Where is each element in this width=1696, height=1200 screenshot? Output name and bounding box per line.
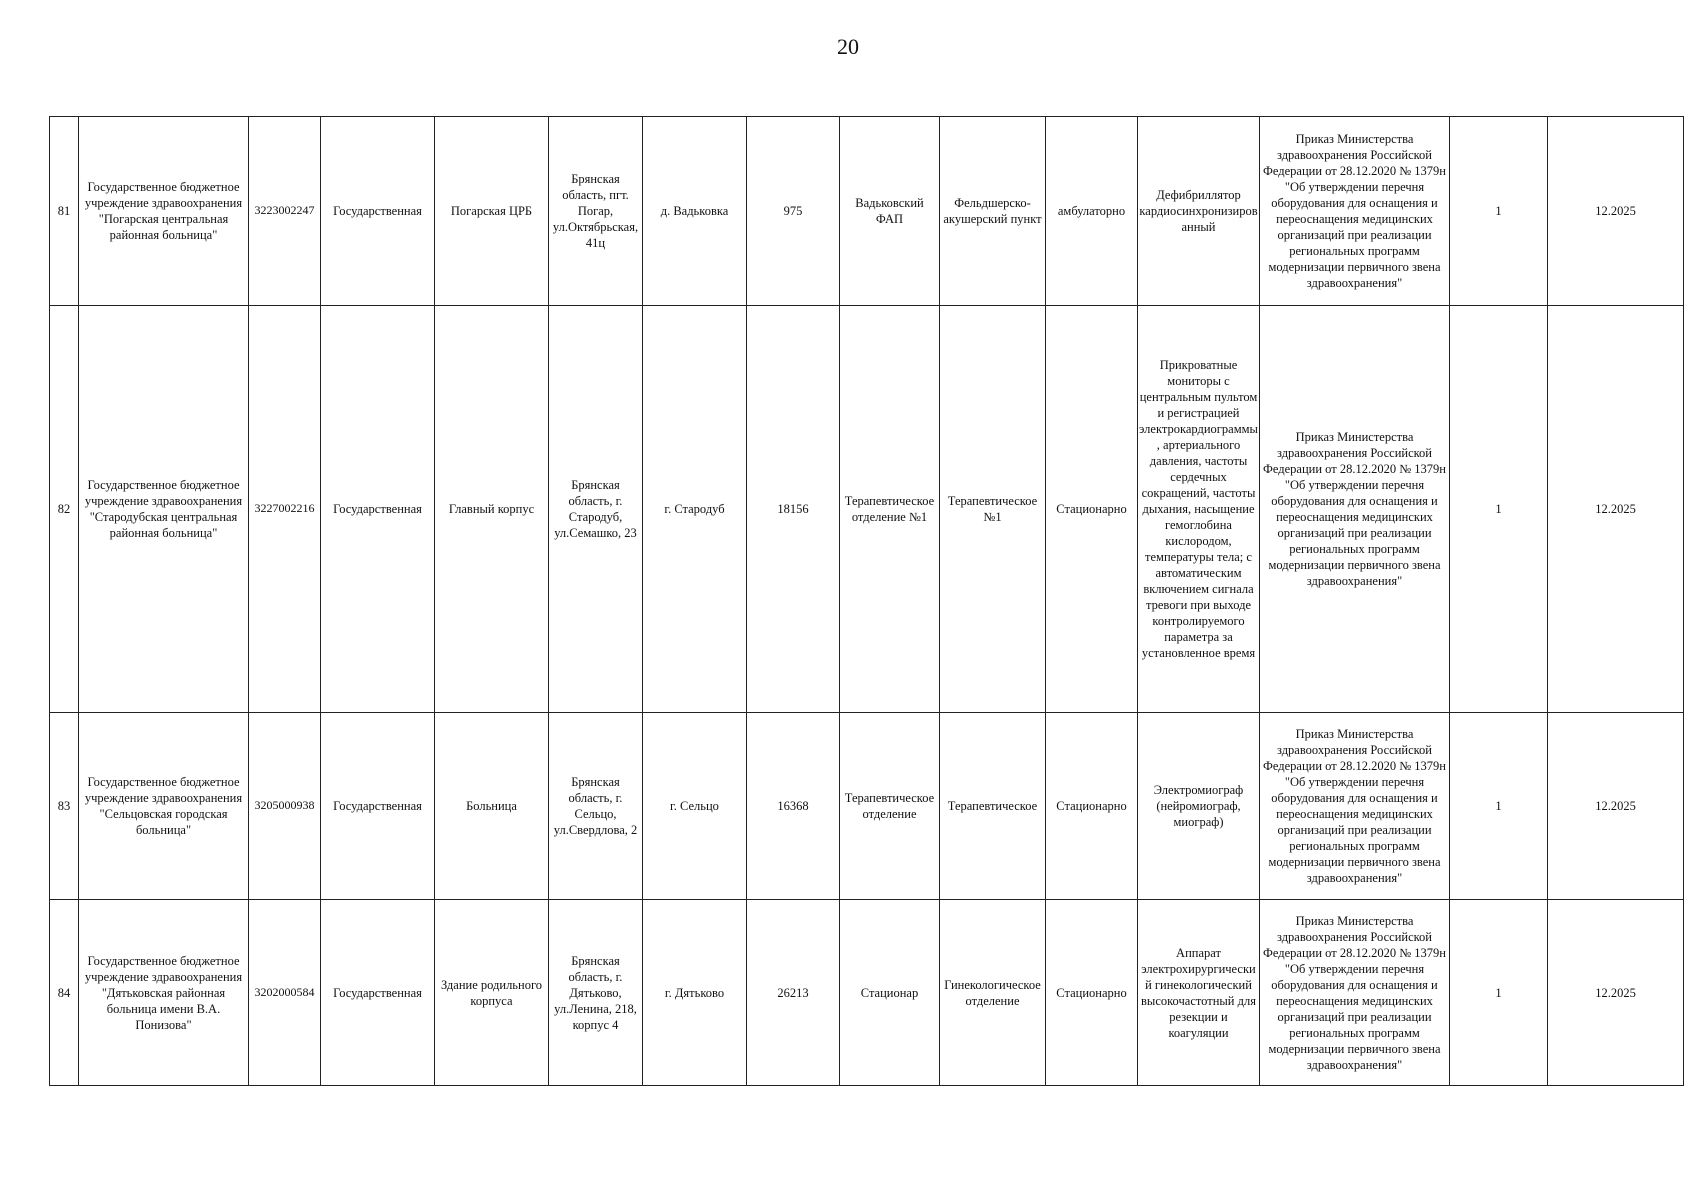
row-number: 82 <box>50 306 79 713</box>
quantity: 1 <box>1450 900 1548 1086</box>
care-form: амбулаторно <box>1046 117 1138 306</box>
population: 16368 <box>747 713 840 900</box>
table-row <box>50 713 1684 900</box>
care-form: Стационарно <box>1046 713 1138 900</box>
subunit: Терапевтическое <box>940 713 1046 900</box>
subunit: Терапевтическое №1 <box>940 306 1046 713</box>
inn: 3223002247 <box>249 117 321 306</box>
care-form: Стационарно <box>1046 900 1138 1086</box>
table-row <box>50 900 1684 1086</box>
structural-unit: Терапевтическое отделение №1 <box>840 306 940 713</box>
locality: г. Сельцо <box>643 713 747 900</box>
building-name: Главный корпус <box>435 306 549 713</box>
equipment-name: Дефибриллятор кардиосинхронизированный <box>1138 117 1260 306</box>
deadline: 12.2025 <box>1548 306 1684 713</box>
inn: 3202000584 <box>249 900 321 1086</box>
structural-unit: Терапевтическое отделение <box>840 713 940 900</box>
ownership-form: Государственная <box>321 306 435 713</box>
inn: 3227002216 <box>249 306 321 713</box>
address: Брянская область, г. Дятьково, ул.Ленина, 218, корпус 4 <box>549 900 643 1086</box>
equipment-name: Аппарат электрохирургический гинекологический высокочастотный для резекции и коагуляции <box>1138 900 1260 1086</box>
row-number: 84 <box>50 900 79 1086</box>
subunit: Гинекологическое отделение <box>940 900 1046 1086</box>
table-row <box>50 117 1684 306</box>
ownership-form: Государственная <box>321 900 435 1086</box>
locality: г. Стародуб <box>643 306 747 713</box>
regulatory-order: Приказ Министерства здравоохранения Российской Федерации от 28.12.2020 № 1379н "Об утверждении перечня оборудования для оснащения и переоснащения медицинских организаций при реализации региональных программ модернизации первичного звена здравоохранения" <box>1260 306 1450 713</box>
ownership-form: Государственная <box>321 713 435 900</box>
organization-name: Государственное бюджетное учреждение здравоохранения "Погарская центральная районная больница" <box>79 117 249 306</box>
row-number: 83 <box>50 713 79 900</box>
inn: 3205000938 <box>249 713 321 900</box>
population: 975 <box>747 117 840 306</box>
equipment-name: Прикроватные мониторы с центральным пультом и регистрацией электрокардиограммы, артериального давления, частоты сердечных сокращений, частоты дыхания, насыщение гемоглобина кислородом, температуры тела; с автоматическим включением сигнала тревоги при выходе контролируемого параметра за установленное время <box>1138 306 1260 713</box>
building-name: Больница <box>435 713 549 900</box>
quantity: 1 <box>1450 306 1548 713</box>
ownership-form: Государственная <box>321 117 435 306</box>
table-row <box>50 306 1684 713</box>
care-form: Стационарно <box>1046 306 1138 713</box>
equipment-table <box>49 116 1684 1086</box>
organization-name: Государственное бюджетное учреждение здравоохранения "Сельцовская городская больница" <box>79 713 249 900</box>
organization-name: Государственное бюджетное учреждение здравоохранения "Дятьковская районная больница имени В.А. Понизова" <box>79 900 249 1086</box>
building-name: Здание родильного корпуса <box>435 900 549 1086</box>
population: 26213 <box>747 900 840 1086</box>
equipment-name: Электромиограф (нейромиограф, миограф) <box>1138 713 1260 900</box>
locality: г. Дятьково <box>643 900 747 1086</box>
address: Брянская область, г. Сельцо, ул.Свердлова, 2 <box>549 713 643 900</box>
deadline: 12.2025 <box>1548 117 1684 306</box>
page-number: 20 <box>837 34 859 59</box>
deadline: 12.2025 <box>1548 713 1684 900</box>
structural-unit: Стационар <box>840 900 940 1086</box>
regulatory-order: Приказ Министерства здравоохранения Российской Федерации от 28.12.2020 № 1379н "Об утверждении перечня оборудования для оснащения и переоснащения медицинских организаций при реализации региональных программ модернизации первичного звена здравоохранения" <box>1260 713 1450 900</box>
regulatory-order: Приказ Министерства здравоохранения Российской Федерации от 28.12.2020 № 1379н "Об утверждении перечня оборудования для оснащения и переоснащения медицинских организаций при реализации региональных программ модернизации первичного звена здравоохранения" <box>1260 900 1450 1086</box>
structural-unit: Вадьковский ФАП <box>840 117 940 306</box>
organization-name: Государственное бюджетное учреждение здравоохранения "Стародубская центральная районная больница" <box>79 306 249 713</box>
quantity: 1 <box>1450 713 1548 900</box>
deadline: 12.2025 <box>1548 900 1684 1086</box>
row-number: 81 <box>50 117 79 306</box>
regulatory-order: Приказ Министерства здравоохранения Российской Федерации от 28.12.2020 № 1379н "Об утверждении перечня оборудования для оснащения и переоснащения медицинских организаций при реализации региональных программ модернизации первичного звена здравоохранения" <box>1260 117 1450 306</box>
address: Брянская область, г. Стародуб, ул.Семашко, 23 <box>549 306 643 713</box>
subunit: Фельдшерско-акушерский пункт <box>940 117 1046 306</box>
quantity: 1 <box>1450 117 1548 306</box>
building-name: Погарская ЦРБ <box>435 117 549 306</box>
locality: д. Вадьковка <box>643 117 747 306</box>
population: 18156 <box>747 306 840 713</box>
address: Брянская область, пгт. Погар, ул.Октябрьская, 41ц <box>549 117 643 306</box>
